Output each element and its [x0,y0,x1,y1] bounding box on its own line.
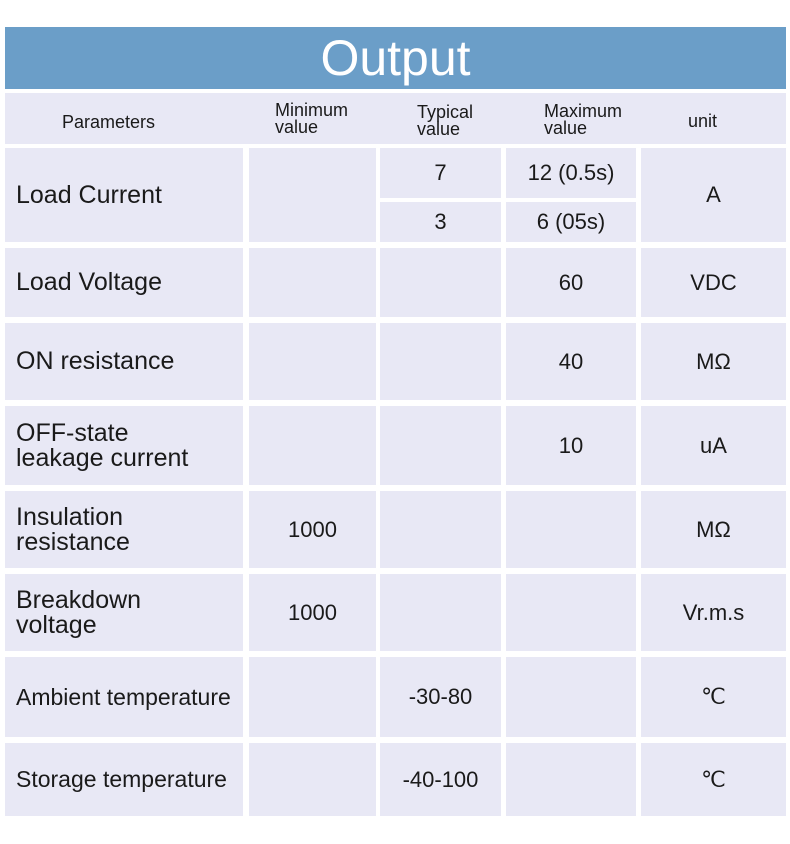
row-load-voltage-unit: VDC [641,248,786,317]
row-load-voltage-typ [380,248,501,317]
row-ambient-temp-max [506,657,636,737]
row-off-leakage-typ [380,406,501,485]
row-ambient-temp-unit: ℃ [641,657,786,737]
row-storage-temp-param: Storage temperature [5,743,243,816]
row-load-voltage-max: 60 [506,248,636,317]
table-header [5,93,786,144]
row-load-current-max-2: 6 (05s) [506,202,636,242]
row-insulation-unit: MΩ [641,491,786,568]
row-storage-temp-unit: ℃ [641,743,786,816]
row-load-current-min [249,148,376,242]
row-on-resistance-min [249,323,376,400]
row-load-current-typ-1: 7 [380,148,501,198]
row-load-current-param: Load Current [5,148,243,242]
row-breakdown-param: Breakdown voltage [5,574,243,651]
row-storage-temp-min [249,743,376,816]
header-maximum: Maximum value [544,101,623,138]
row-off-leakage-min [249,406,376,485]
row-off-leakage-max: 10 [506,406,636,485]
row-on-resistance-typ [380,323,501,400]
header-minimum: Minimum value [275,100,349,137]
row-breakdown-typ [380,574,501,651]
header-parameters: Parameters [62,112,156,132]
row-on-resistance-param: ON resistance [5,323,243,400]
row-insulation-param: Insulation resistance [5,491,243,568]
row-ambient-temp-param: Ambient temperature [5,657,243,737]
row-storage-temp-max [506,743,636,816]
row-insulation-max [506,491,636,568]
row-breakdown-max [506,574,636,651]
row-storage-temp-typ: -40-100 [380,743,501,816]
row-insulation-typ [380,491,501,568]
row-on-resistance-max: 40 [506,323,636,400]
header-unit: unit [688,111,718,131]
row-on-resistance-unit: MΩ [641,323,786,400]
row-off-leakage-unit: uA [641,406,786,485]
row-load-voltage-min [249,248,376,317]
row-load-current-max-1: 12 (0.5s) [506,148,636,198]
row-breakdown-min: 1000 [249,574,376,651]
row-load-current-unit: A [641,148,786,242]
row-ambient-temp-min [249,657,376,737]
row-load-current-typ-2: 3 [380,202,501,242]
page-title: Output [5,27,786,89]
row-breakdown-unit: Vr.m.s [641,574,786,651]
row-off-leakage-param: OFF-state leakage current [5,406,243,485]
row-insulation-min: 1000 [249,491,376,568]
row-load-voltage-param: Load Voltage [5,248,243,317]
row-ambient-temp-typ: -30-80 [380,657,501,737]
header-typical: Typical value [417,102,474,139]
